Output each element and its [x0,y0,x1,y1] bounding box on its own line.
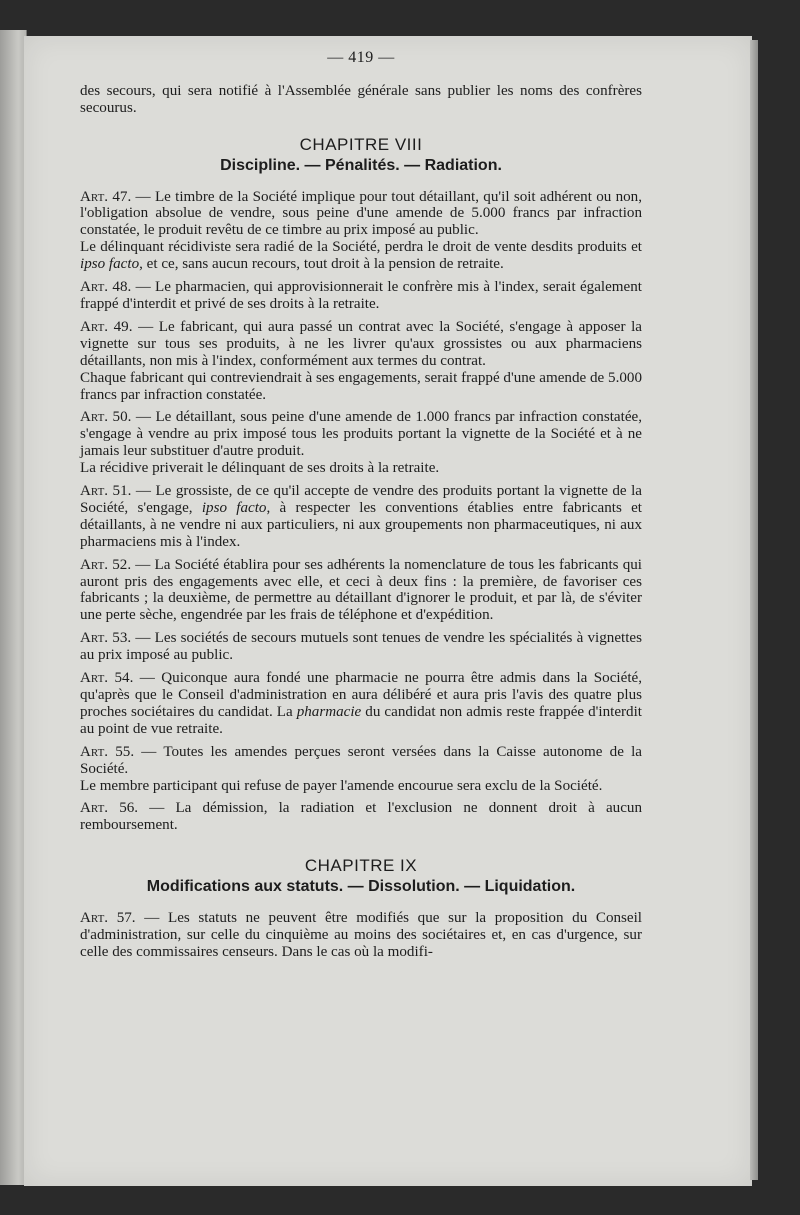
chapter-9-heading: Modifications aux statuts. — Dissolution. — Liquidation. [146,878,576,896]
text-run: Le délinquant récidiviste sera radié de la Société, perdra le droit de vente desdits produits et [80,239,642,256]
article-text: — Toutes les amendes perçues seront versées dans la Caisse autonome de la Société. [80,743,642,777]
article-label: Art. 50. [80,409,132,426]
article-50 [80,409,642,460]
article-54 [80,670,642,738]
page-fore-edge [750,40,758,1180]
previous-page-edge [0,30,27,1185]
article-text: — Le timbre de la Société implique pour tout détaillant, qu'il soit adhérent ou non, l'obligation absolue de vendre, sous peine d'une amende de 5.000 francs par infraction constatée, le produit revêtu de ce timbre au prix imposé au public. [80,188,642,239]
page-content [80,50,642,961]
article-text: — Les statuts ne peuvent être modifiés que sur la proposition du Conseil d'administration, sur celle du cinquième au moins des sociétaires et, en cas d'urgence, sur celle des commissaires censeurs. Dans le cas où la modifi- [80,910,643,960]
italic-text: ipso facto [80,256,140,273]
article-label: Art. 55. [80,743,135,760]
article-text: — Les sociétés de secours mutuels sont tenues de vendre les spécialités à vignettes au prix imposé au public. [80,630,642,664]
article-52 [80,557,642,625]
article-label: Art. 48. [80,279,132,296]
text-run: — Quiconque aura fondé une pharmacie ne pourra être admis dans la Société, qu'après que le Conseil d'administration en aura délibéré et aura pris l'avis des quatre plus proches sociétaires du candidat. La [80,670,642,720]
italic-text: ipso facto [201,499,267,516]
article-text: — Le fabricant, qui aura passé un contrat avec la Société, s'engage à apposer la vignette sur tous ses produits, à ne les livrer qu'aux grossistes ou aux pharmaciens détaillants, non mis à l'index, conformément aux termes du contrat. [80,318,642,369]
article-49-continuation: Chaque fabricant qui contreviendrait à ses engagements, serait frappé d'une amende de 5.000 francs par infraction constatée. [80,369,642,403]
article-50-continuation: La récidive priverait le délinquant de ses droits à la retraite. [80,460,440,477]
text-run: , à respecter les conventions établies entre fabricants et détaillants, à ne vendre ni aux particuliers, ni aux groupements non pharmaceutiques, ni aux pharmaciens mis à l'index. [80,499,642,550]
italic-text: pharmacie [296,703,362,720]
article-label: Art. 51. [80,483,132,500]
article-text: — La Société établira pour ses adhérents la nomenclature de tous les fabricants qui auront pris des engagements avec elle, et ceci à deux fins : la première, de favoriser ces fabricants ; la deuxième, de permettre au détaillant d'ignorer le produit, et par là, de s'éviter une perte sèche, engendrée par les frais de téléphone et d'expédition. [80,556,642,624]
text-run: , et ce, sans aucun recours, tout droit à la pension de retraite. [139,256,504,273]
article-text: — La démission, la radiation et l'exclusion ne donnent droit à aucun remboursement. [80,800,642,834]
article-47-continuation [80,239,642,273]
article-label: Art. 53. [80,630,132,647]
page-number: — 419 — [327,49,395,66]
article-label: Art. 56. [80,800,139,817]
article-49 [80,319,642,370]
article-label: Art. 57. [80,910,136,927]
article-label: Art. 54. [80,670,134,687]
article-label: Art. 49. [80,318,133,335]
intro-paragraph: des secours, qui sera notifié à l'Assemblée générale sans publier les noms des confrères secourus. [80,82,642,116]
chapter-9-title: CHAPITRE IX [304,856,418,876]
article-47 [80,189,642,240]
text-run: du candidat non admis reste frappée d'interdit au point de vue retraite. [80,703,642,737]
article-51 [80,483,642,551]
article-48 [80,279,642,313]
article-text: — Le pharmacien, qui approvisionnerait le confrère mis à l'index, serait également frappé d'interdit et privé de ses droits à la retraite. [80,279,642,312]
article-55 [80,744,642,778]
article-text: — Le détaillant, sous peine d'une amende de 1.000 francs par infraction constatée, s'engage à vendre au prix imposé tous les produits portant la vignette de la Société et à ne jamais leur substituer d'autre produit. [80,409,642,460]
article-57 [80,910,642,961]
article-label: Art. 47. [80,188,132,205]
article-56 [80,800,642,834]
article-55-continuation: Le membre participant qui refuse de payer l'amende encourue sera exclu de la Société. [80,777,603,794]
chapter-8-heading: Discipline. — Pénalités. — Radiation. [220,156,502,174]
article-53 [80,630,642,664]
article-label: Art. 52. [80,556,132,573]
text-run: — Le grossiste, de ce qu'il accepte de vendre des produits portant la vignette de la Société, s'engage, [80,483,642,516]
chapter-8-title: CHAPITRE VIII [299,134,423,154]
